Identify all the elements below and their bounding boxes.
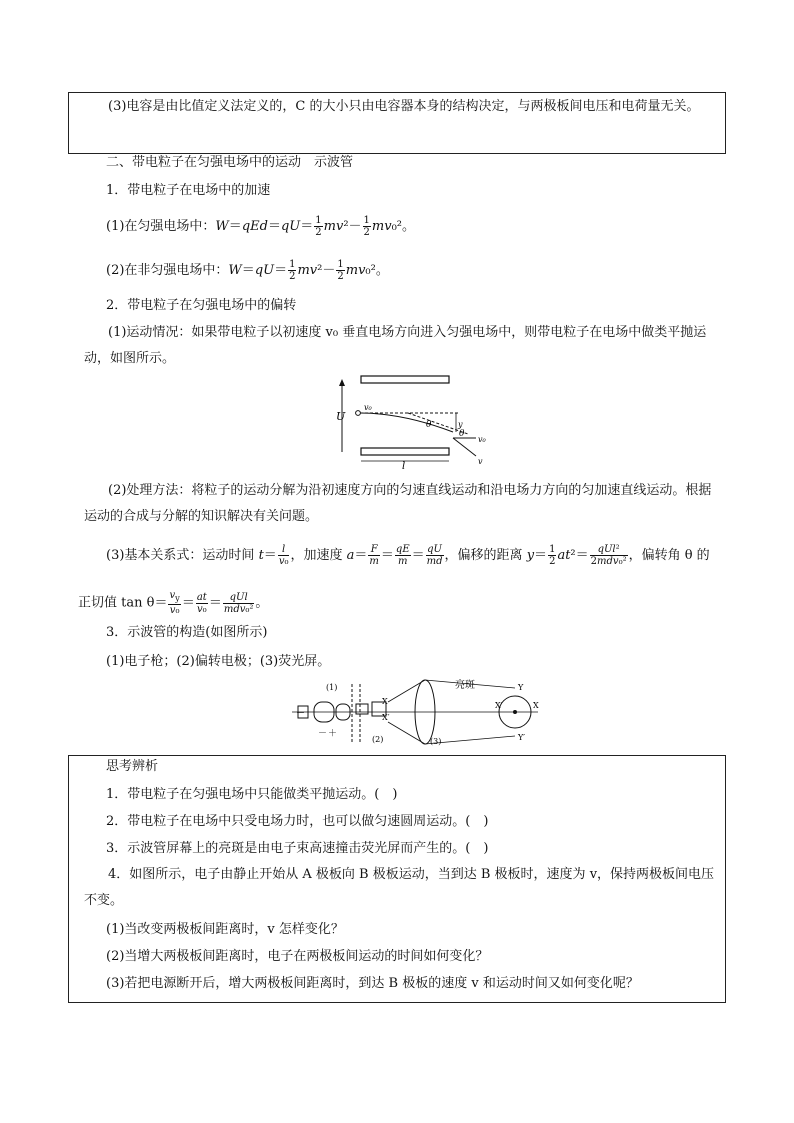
basic-relations-lead: (3)基本关系式：运动时间 [106, 548, 255, 563]
thinking-title: 思考辨析 [106, 759, 159, 774]
svg-text:v₀: v₀ [478, 435, 486, 444]
svg-text:Y: Y [518, 683, 524, 692]
question-2: 2．带电粒子在电场中只受电场力时，也可以做匀速圆周运动。( ) [106, 814, 489, 829]
formula-uniform: (1)在匀强电场中：W＝qEd＝qU＝ $\frac{1}{2}$ mv²－ $\frac{1}{2}$ mv₀²。 [106, 215, 416, 238]
question-1: 1．带电粒子在匀强电场中只能做类平抛运动。( ) [106, 787, 398, 802]
svg-text:X′: X′ [382, 713, 390, 722]
question-3: 3．示波管屏幕上的亮斑是由电子束高速撞击荧光屏而产生的。( ) [106, 841, 489, 856]
oscilloscope-parts: (1)电子枪；(2)偏转电极；(3)荧光屏。 [106, 654, 331, 669]
svg-text:l: l [402, 461, 406, 472]
basic-relations-mid2: ，偏移的距离 [444, 548, 523, 563]
label-3: (3) [430, 737, 442, 746]
svg-text:－: － [296, 709, 306, 719]
bright-spot-label: 亮斑 [455, 680, 475, 691]
svg-text:θ: θ [459, 429, 465, 439]
subsection-3-title: 3．示波管的构造(如图所示) [106, 625, 268, 640]
question-4-3: (3)若把电源断开后，增大两极板间距离时，到达 B 极板的速度 v 和运动时间又如何变化呢？ [106, 976, 639, 991]
subsection-2-title: 2．带电粒子在匀强电场中的偏转 [106, 298, 297, 313]
svg-text:X: X [533, 701, 539, 710]
basic-relations-mid1: ，加速度 [290, 548, 343, 563]
subsection-1-title: 1．带电粒子在电场中的加速 [106, 183, 271, 198]
section-title: 二、带电粒子在匀强电场中的运动 示波管 [106, 155, 354, 170]
basic-relations-mid3: ，偏转角 θ 的 [628, 548, 710, 563]
question-4-2: (2)当增大两极板间距离时，电子在两极板间运动的时间如何变化？ [106, 949, 489, 964]
question-4: 4．如图所示，电子由静止开始从 A 极板向 B 极板运动，当到达 B 极板时，速度为 v，保持两极板间电压不变。 [84, 867, 715, 908]
oscilloscope-figure [290, 676, 540, 748]
tangent-formula-lead: 正切值 tan θ＝ [78, 595, 168, 611]
svg-text:U: U [336, 410, 346, 423]
motion-description: (1)运动情况：如果带电粒子以初速度 v₀ 垂直电场方向进入匀强电场中，则带电粒子在电场中做类平抛运动，如图所示。 [84, 325, 707, 366]
svg-text:Y′: Y′ [518, 733, 526, 742]
v0-label: v₀ [364, 403, 372, 412]
formula-uniform-lead: (1)在匀强电场中： [106, 219, 216, 234]
svg-text:－: － [318, 729, 328, 739]
deflection-figure [328, 372, 498, 472]
svg-text:X′: X′ [495, 701, 503, 710]
label-1: (1) [326, 683, 338, 692]
svg-text:θ: θ [426, 420, 432, 430]
formula-nonuniform-lead: (2)在非匀强电场中： [106, 263, 229, 278]
label-2: (2) [372, 735, 384, 744]
question-4-1: (1)当改变两极板间距离时，v 怎样变化？ [106, 922, 344, 937]
svg-text:v: v [478, 457, 483, 466]
svg-text:＋: ＋ [328, 729, 338, 739]
formula-nonuniform: (2)在非匀强电场中：W＝qU＝ $\frac{1}{2}$ mv²－ $\frac{1}{2}$ mv₀²。 [106, 259, 389, 282]
svg-text:X: X [382, 697, 388, 706]
note-text: (3)电容是由比值定义法定义的，C 的大小只由电容器本身的结构决定，与两极板间电压和电荷量无关。 [108, 99, 700, 114]
basic-relations: (3)基本关系式：运动时间 t＝ $\frac{l}{\text{v₀}}$ ，加速度 a＝ $\frac{F}{m}$ ＝ $\frac{qE}{m}$ ＝ $\frac{qU}{md}$ ，偏移的距离 y＝ $\frac{1}{2}$ at²＝ $\frac{\text{qUl²}}{\text{2mdv₀²}}$ ，偏转角 θ 的 [106, 544, 710, 567]
svg-text:y: y [458, 420, 463, 429]
tangent-formula: 正切值 tan θ＝ $\frac{v_y}{\text{v₀}}$ ＝ $\frac{at}{\text{v₀}}$ ＝ $\frac{\text{qUl}}{\text{mdv₀²}}$ 。 [78, 590, 269, 616]
processing-method: (2)处理方法：将粒子的运动分解为沿初速度方向的匀速直线运动和沿电场力方向的匀加速直线运动。根据运动的合成与分解的知识解决有关问题。 [84, 483, 712, 524]
